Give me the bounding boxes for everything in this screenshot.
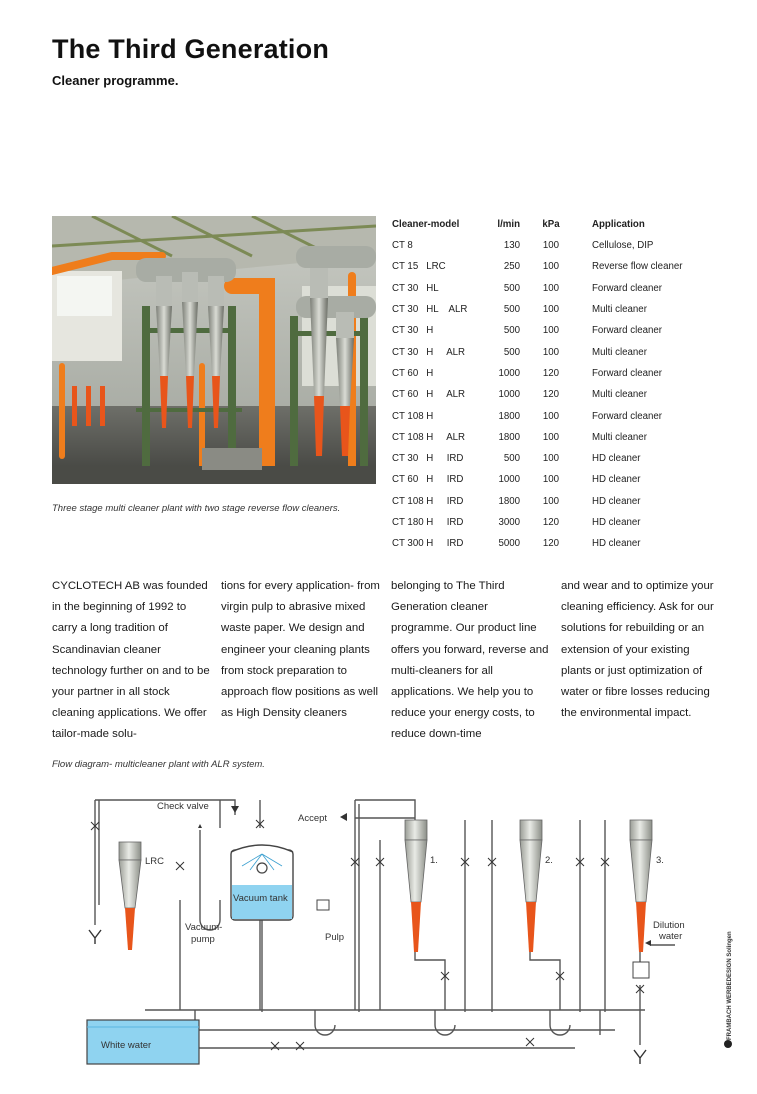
header-application: Application [592,219,645,230]
cell-model: CT 108 H [392,410,434,422]
cell-model: CT 8 [392,240,413,252]
cell-application: HD cleaner [592,495,641,507]
label-stage-2: 2. [545,855,553,866]
label-white-water: White water [101,1040,152,1051]
label-stage-3: 3. [656,855,664,866]
plant-photo [52,216,376,484]
cell-flow: 1800 [498,431,520,443]
label-vacuum-pump-line2: pump [191,934,215,945]
cell-model: CT 30 H IRD [392,453,464,465]
cell-application: HD cleaner [592,517,641,528]
cell-pressure: 100 [542,261,560,273]
label-vacuum-pump-line1: Vacuum- [185,922,223,933]
cell-application: Multi cleaner [592,304,647,316]
cell-flow: 500 [503,282,520,294]
cell-flow: 3000 [498,517,520,528]
cell-flow: 1000 [498,389,520,401]
diagram-caption: Flow diagram- multicleaner plant with ALR system. [52,759,265,770]
page-subtitle: Cleaner programme. [52,73,179,88]
cell-application: Reverse flow cleaner [592,261,683,273]
label-lrc: LRC [145,856,165,867]
cell-model: CT 60 H IRD [392,474,464,486]
table-row [392,341,722,362]
cell-application: HD cleaner [592,538,641,550]
body-column-2: tions for every application- from virgin pulp to abrasive mixed waste paper. We design and engineer your cleaning plants from stock preparation to approach flow positions as well as High Density cleaners [221,580,380,720]
cell-model: CT 180 H IRD [392,517,464,528]
cell-pressure: 100 [542,410,560,422]
cell-pressure: 100 [542,325,560,337]
cell-flow: 500 [503,325,520,337]
cell-pressure: 100 [542,431,560,443]
cell-flow: 1800 [498,495,520,507]
label-vacuum-tank: Vacuum tank [233,893,288,904]
table-row [392,384,722,405]
cell-model: CT 30 HL [392,282,439,294]
cell-model: CT 300 H IRD [392,538,464,550]
table-row [392,256,722,277]
label-accept: Accept [298,813,328,824]
designer-credit-text: FRAMBACH WERBEDESIGN Solingen [727,931,733,1040]
cell-application: Forward cleaner [592,410,662,422]
cell-model: CT 15 LRC [392,261,446,273]
cell-model: CT 108 H ALR [392,431,466,443]
cell-flow: 500 [503,304,520,316]
label-dilution-line2: water [659,931,683,942]
cleaner-spec-table [392,214,722,554]
cell-model: CT 30 H ALR [392,346,466,358]
label-stage-1: 1. [430,855,438,866]
cell-pressure: 100 [542,240,560,252]
header-pressure: kPa [542,219,560,230]
cell-pressure: 120 [542,367,560,379]
table-row [392,512,722,533]
photo-caption: Three stage multi cleaner plant with two stage reverse flow cleaners. [52,503,341,514]
cell-model: CT 108 H IRD [392,495,464,507]
cell-application: Forward cleaner [592,325,662,337]
cell-model: CT 60 H [392,367,434,379]
table-row [392,533,722,554]
cell-flow: 500 [503,453,520,465]
table-row [392,299,722,320]
table-row [392,363,722,384]
label-check-valve: Check valve [157,801,209,812]
header-flow: l/min [497,219,520,230]
table-row [392,235,722,256]
cell-pressure: 100 [542,346,560,358]
cell-flow: 1800 [498,410,520,422]
cell-flow: 1000 [498,474,520,486]
body-column-3: belonging to The Third Generation cleaner programme. Our product line offers you forward, reverse and multi-cleaners for all applications. We help you to reduce your energy costs, to reduce down-time [391,580,549,741]
table-body [392,235,722,554]
cell-pressure: 100 [542,304,560,316]
flow-diagram [55,780,735,1080]
cell-flow: 500 [503,346,520,358]
label-pulp: Pulp [325,932,345,943]
cell-application: Multi cleaner [592,389,647,401]
body-column-4: and wear and to optimize your cleaning efficiency. Ask for our solutions for rebuilding or an extension of your existing plants or just optimization of water or fibre losses reducing the environmental impact. [561,580,714,720]
cell-application: HD cleaner [592,453,641,465]
table-row [392,469,722,490]
page-title: The Third Generation [52,34,330,64]
cell-flow: 1000 [498,367,520,379]
cell-application: Forward cleaner [592,367,662,379]
cell-pressure: 120 [542,538,560,550]
cell-pressure: 120 [542,389,560,401]
label-dilution-line1: Dilution [653,920,685,931]
table-row [392,491,722,512]
cell-pressure: 100 [542,495,560,507]
cell-model: CT 30 HL ALR [392,304,468,316]
table-row [392,405,722,426]
credit-dot [724,1040,732,1048]
header-cleaner-model: Cleaner-model [392,219,460,230]
cell-application: Multi cleaner [592,346,647,358]
table-row [392,278,722,299]
cell-model: CT 30 H [392,325,434,337]
designer-credit [722,930,734,1050]
cell-application: Forward cleaner [592,282,662,294]
cell-flow: 250 [503,261,520,273]
table-header-row [392,214,722,235]
table-row [392,427,722,448]
cell-pressure: 100 [542,453,560,465]
cell-pressure: 120 [542,517,560,528]
cell-application: HD cleaner [592,474,641,486]
cell-application: Multi cleaner [592,431,647,443]
cell-flow: 130 [503,240,520,252]
cell-model: CT 60 H ALR [392,389,466,401]
table-row [392,448,722,469]
body-column-1: CYCLOTECH AB was founded in the beginning of 1992 to carry a long tradition of Scandinavian cleaner technology further on and to be your partner in all stock cleaning applications. We offer tailor-made solu- [52,580,210,741]
cell-flow: 5000 [498,538,520,550]
cell-pressure: 100 [542,282,560,294]
cell-application: Cellulose, DIP [592,240,654,252]
cell-pressure: 100 [542,474,560,486]
table-row [392,320,722,341]
